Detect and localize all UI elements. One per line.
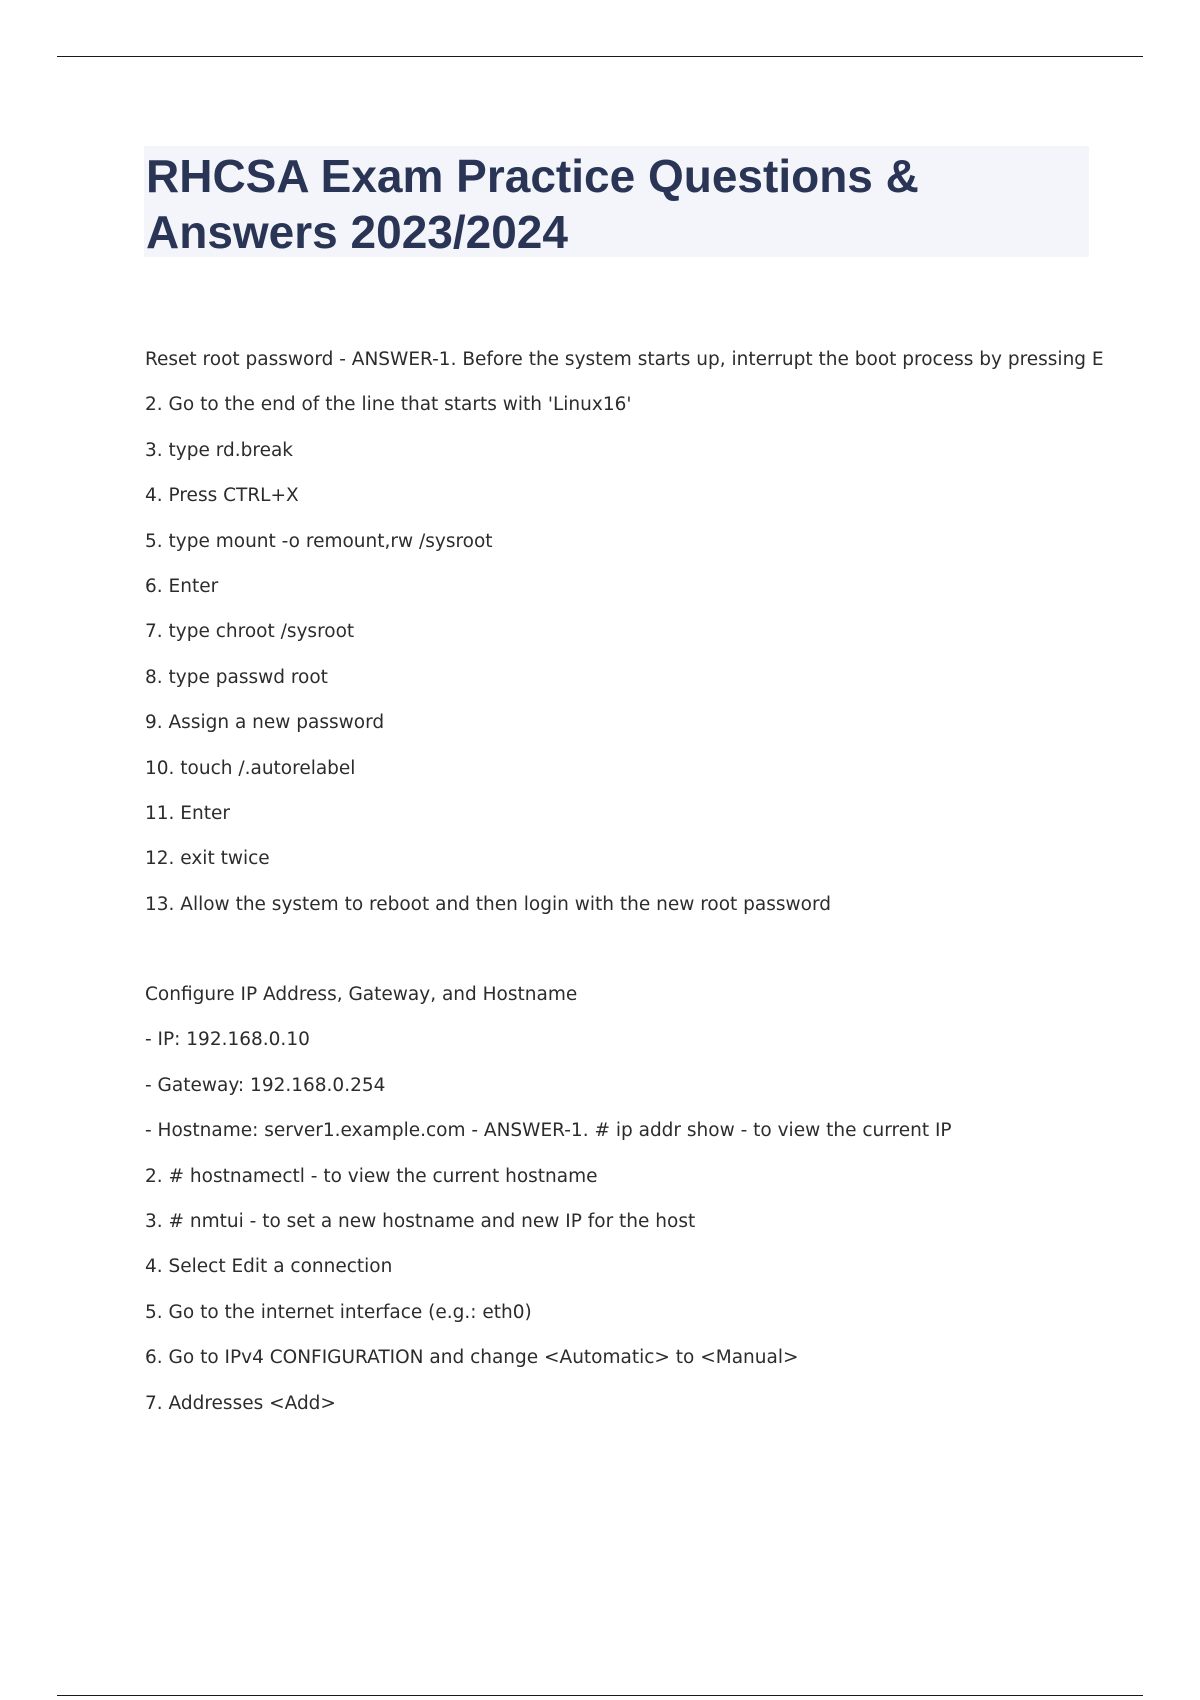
title-line-2: Answers 2023/2024 bbox=[146, 206, 568, 258]
section-reset-root-password bbox=[145, 347, 1104, 937]
answer-step: 8. type passwd root bbox=[145, 666, 328, 688]
answer-step: 12. exit twice bbox=[145, 848, 270, 870]
answer-step: 2. Go to the end of the line that starts with 'Linux16' bbox=[145, 394, 632, 416]
section-spacer bbox=[145, 937, 1095, 982]
section-configure-network bbox=[145, 982, 1095, 1436]
answer-step: 6. Go to IPv4 CONFIGURATION and change <Automatic> to <Manual> bbox=[145, 1347, 799, 1369]
answer-step: 11. Enter bbox=[145, 802, 230, 824]
answer-step: 5. Go to the internet interface (e.g.: eth0) bbox=[145, 1301, 532, 1323]
question-reset-root-password: Reset root password - ANSWER-1. Before the system starts up, interrupt the boot process by pressing E bbox=[145, 349, 1104, 370]
answer-step: 6. Enter bbox=[145, 575, 219, 597]
answer-step: 7. type chroot /sysroot bbox=[145, 621, 355, 643]
answer-step: 13. Allow the system to reboot and then login with the new root password bbox=[145, 893, 832, 915]
answer-step: 7. Addresses <Add> bbox=[145, 1392, 336, 1414]
page-title bbox=[144, 148, 1089, 260]
question-detail: - Gateway: 192.168.0.254 bbox=[145, 1074, 386, 1096]
answer-step: 9. Assign a new password bbox=[145, 712, 385, 734]
answer-step: 2. # hostnamectl - to view the current hostname bbox=[145, 1165, 598, 1187]
answer-step: 5. type mount -o remount,rw /sysroot bbox=[145, 530, 493, 552]
document-body bbox=[145, 347, 1104, 1436]
question-detail: - Hostname: server1.example.com - ANSWER-1. # ip addr show - to view the current IP bbox=[145, 1120, 952, 1142]
title-banner bbox=[144, 146, 1089, 257]
answer-step: 4. Press CTRL+X bbox=[145, 485, 299, 507]
question-detail: - IP: 192.168.0.10 bbox=[145, 1029, 310, 1051]
question-configure-network: Configure IP Address, Gateway, and Hostname bbox=[145, 984, 578, 1006]
title-line-1: RHCSA Exam Practice Questions & bbox=[146, 150, 919, 202]
header-rule bbox=[57, 56, 1143, 57]
answer-step: 4. Select Edit a connection bbox=[145, 1256, 393, 1278]
answer-step: 3. type rd.break bbox=[145, 439, 294, 461]
answer-step: 10. touch /.autorelabel bbox=[145, 757, 356, 779]
answer-step: 3. # nmtui - to set a new hostname and new IP for the host bbox=[145, 1211, 696, 1233]
footer-rule bbox=[57, 1695, 1143, 1696]
